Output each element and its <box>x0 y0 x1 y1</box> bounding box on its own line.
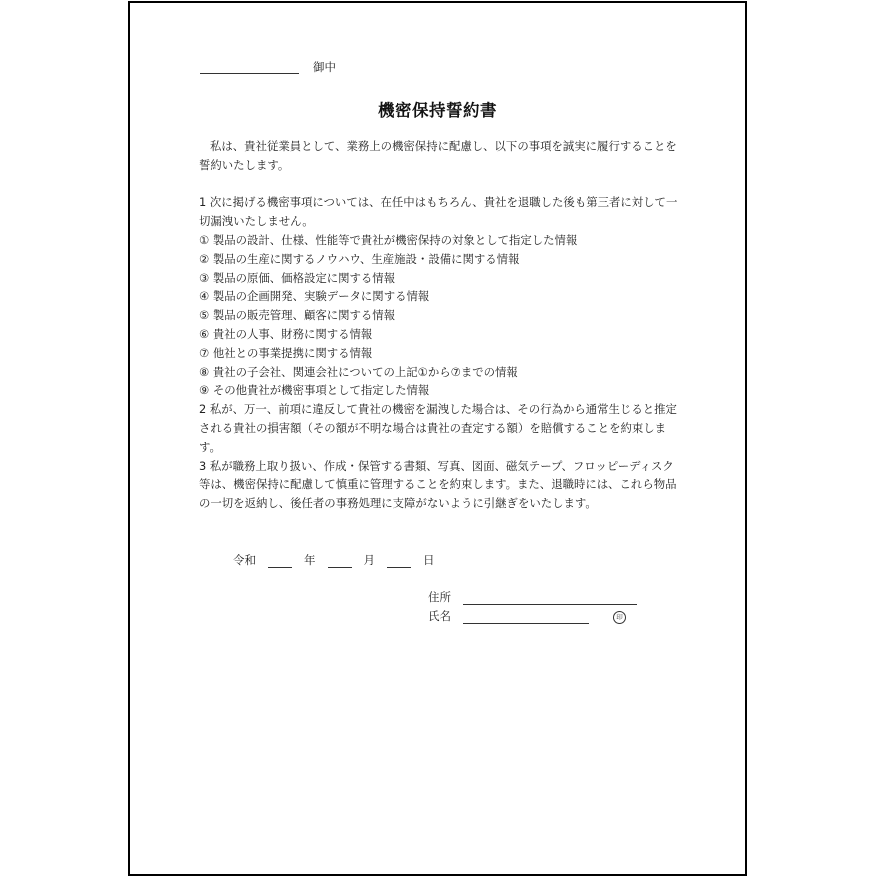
intro-paragraph: 私は、貴社従業員として、業務上の機密保持に配慮し、以下の事項を誠実に履行することを誓約いたします。 <box>199 139 677 172</box>
list-item: ⑤ 製品の販売管理、顧客に関する情報 <box>199 308 396 323</box>
list-item: ④ 製品の企画開発、実験データに関する情報 <box>199 289 430 304</box>
list-item: ② 製品の生産に関するノウハウ、生産施設・設備に関する情報 <box>199 251 520 266</box>
addressee-suffix: 御中 <box>313 60 336 74</box>
list-item: ⑧ 貴社の子会社、関連会社についての上記①から⑦までの情報 <box>199 364 518 379</box>
date-day-label: 日 <box>423 553 435 567</box>
signature-name <box>428 608 626 624</box>
list-item: ③ 製品の原価、価格設定に関する情報 <box>199 270 396 285</box>
list-item: ⑥ 貴社の人事、財務に関する情報 <box>199 326 373 341</box>
date-era: 令和 <box>233 553 256 567</box>
month-blank <box>328 555 352 568</box>
document-title: 機密保持誓約書 <box>378 101 497 120</box>
date-year-label: 年 <box>304 553 316 567</box>
year-blank <box>268 555 292 568</box>
name-label: 氏名 <box>428 609 451 623</box>
clause-2: 2 私が、万一、前項に違反して貴社の機密を漏洩した場合は、その行為から通常生じると推定される貴社の損害額（その額が不明な場合は貴社の査定する額）を賠償することを約束します。 <box>199 402 677 454</box>
seal-mark: 印 <box>613 611 626 624</box>
clause-3: 3 私が職務上取り扱い、作成・保管する書類、写真、図面、磁気テープ、フロッピーディスク等は、機密保持に配慮して慎重に管理することを約束します。また、退職時には、これら物品の一切を返納し、後任者の事務処理に支障がないように引継ぎをいたします。 <box>199 458 677 511</box>
address-label: 住所 <box>428 590 451 604</box>
document-body <box>199 137 679 513</box>
signature-address <box>428 589 637 605</box>
name-blank <box>463 611 589 624</box>
date-month-label: 月 <box>363 553 375 567</box>
document-page <box>128 1 747 876</box>
list-item: ① 製品の設計、仕様、性能等で貴社が機密保持の対象として指定した情報 <box>199 232 578 247</box>
day-blank <box>387 555 411 568</box>
list-item: ⑨ その他貴社が機密事項として指定した情報 <box>199 383 430 398</box>
date-line <box>233 552 435 568</box>
addressee-line <box>200 60 336 74</box>
address-blank <box>463 592 637 605</box>
addressee-blank <box>200 61 299 74</box>
clause-1: 1 次に掲げる機密事項については、在任中はもちろん、貴社を退職した後も第三者に対して一切漏洩いたしません。 <box>199 195 678 229</box>
list-item: ⑦ 他社との事業提携に関する情報 <box>199 345 373 360</box>
